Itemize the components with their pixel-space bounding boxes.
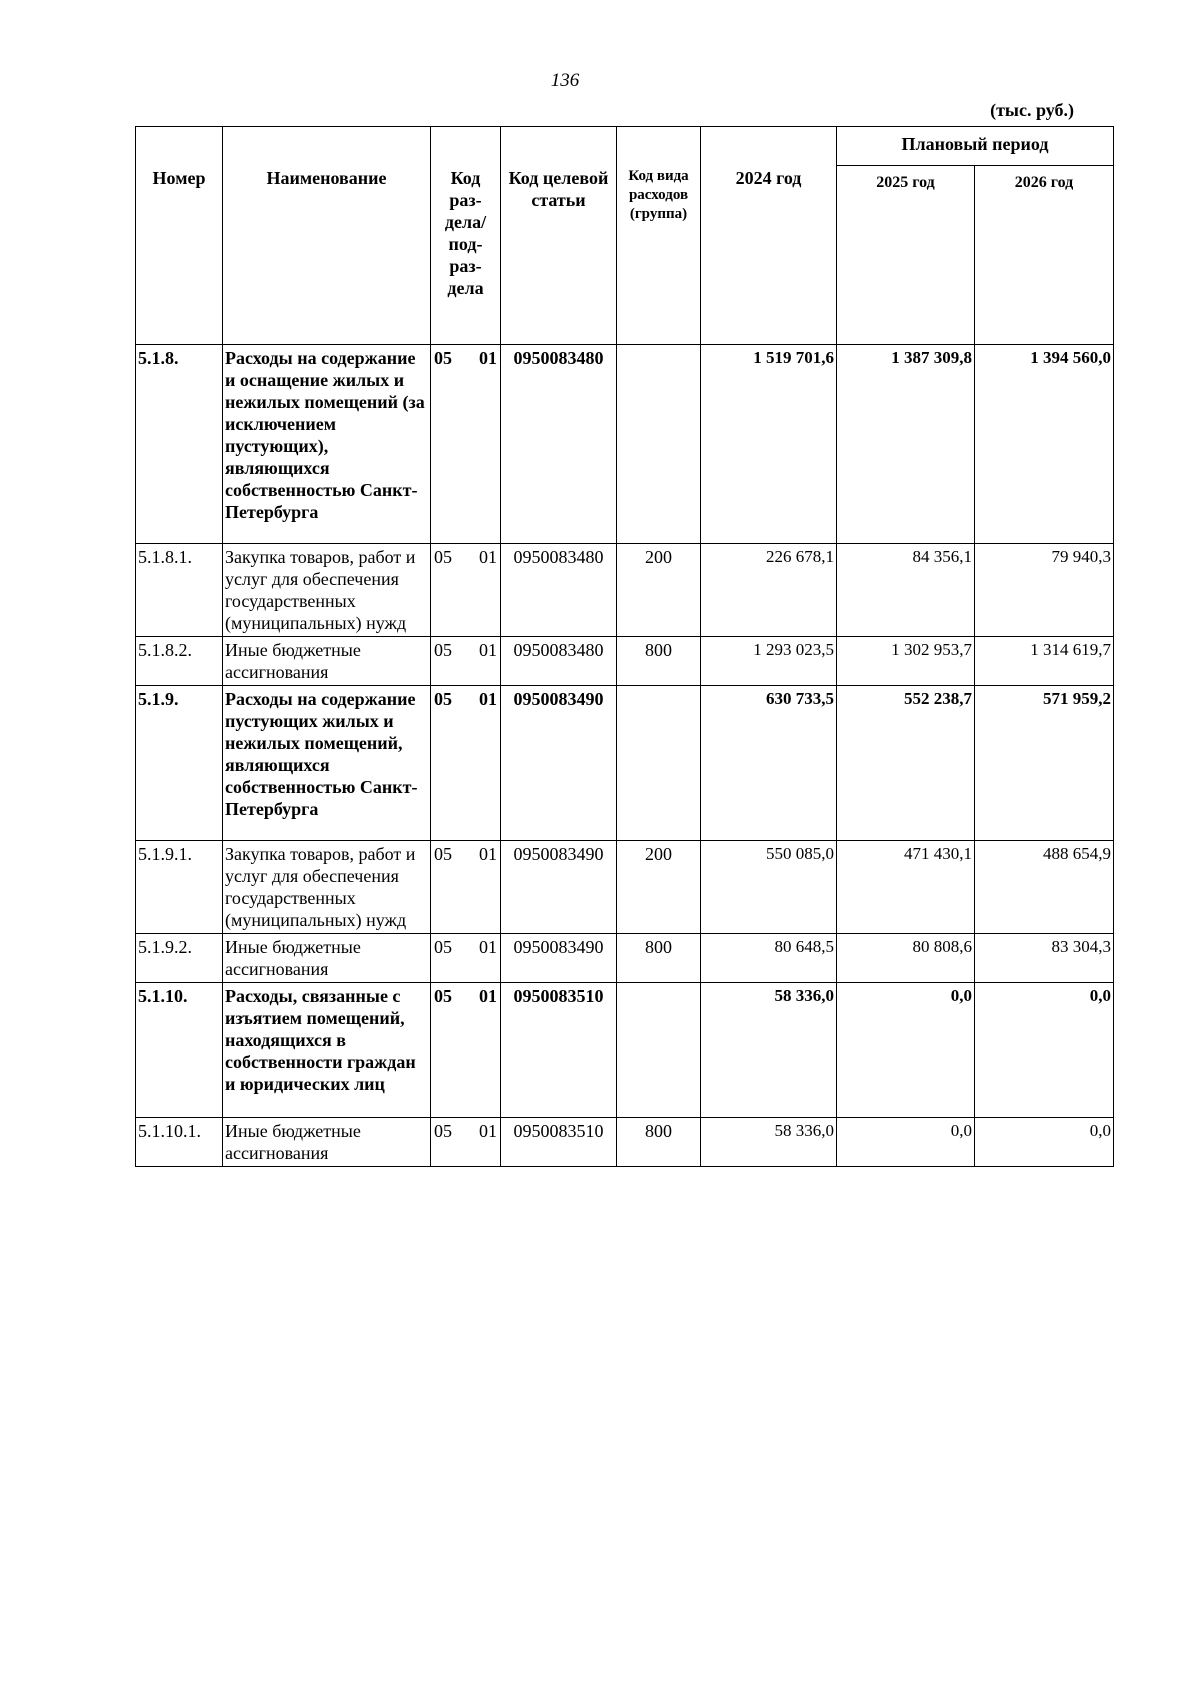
budget-table — [135, 126, 1114, 1167]
row-target-code: 0950083510 — [501, 1118, 617, 1167]
row-amount-2026: 79 940,3 — [975, 544, 1114, 637]
row-amount-2025: 0,0 — [837, 983, 975, 1118]
table-row — [136, 345, 1114, 544]
row-amount-2026: 571 959,2 — [975, 686, 1114, 841]
row-amount-2026: 488 654,9 — [975, 841, 1114, 934]
row-target-code: 0950083490 — [501, 686, 617, 841]
subsection-code: 01 — [479, 640, 497, 660]
row-section-code — [431, 345, 501, 544]
row-number: 5.1.8.1. — [136, 544, 223, 637]
row-amount-2026: 0,0 — [975, 1118, 1114, 1167]
subsection-code: 01 — [479, 844, 497, 864]
row-section-code — [431, 1118, 501, 1167]
row-amount-2024: 80 648,5 — [701, 934, 837, 983]
row-amount-2025: 1 302 953,7 — [837, 637, 975, 686]
row-name: Иные бюджетные ассигнования — [223, 637, 431, 686]
row-amount-2025: 1 387 309,8 — [837, 345, 975, 544]
row-amount-2025: 552 238,7 — [837, 686, 975, 841]
header-year-2026: 2026 год — [975, 166, 1114, 345]
section-code: 05 — [434, 640, 452, 660]
row-expense-type: 800 — [617, 637, 701, 686]
header-planning-period: Плановый период — [837, 127, 1114, 166]
header-name: Наименование — [223, 127, 431, 345]
subsection-code: 01 — [479, 986, 497, 1006]
section-code: 05 — [434, 689, 452, 709]
section-code: 05 — [434, 547, 452, 567]
table-row — [136, 686, 1114, 841]
row-amount-2024: 1 519 701,6 — [701, 345, 837, 544]
table-row — [136, 637, 1114, 686]
subsection-code: 01 — [479, 937, 497, 957]
row-expense-type: 800 — [617, 1118, 701, 1167]
row-amount-2024: 1 293 023,5 — [701, 637, 837, 686]
subsection-code: 01 — [479, 1121, 497, 1141]
row-section-code — [431, 983, 501, 1118]
row-name: Расходы на содержание пустующих жилых и нежилых помещений, являющихся собственностью Санкт-Петербурга — [223, 686, 431, 841]
header-year-2024: 2024 год — [701, 127, 837, 345]
row-target-code: 0950083490 — [501, 934, 617, 983]
table-body — [136, 345, 1114, 1167]
row-expense-type: 200 — [617, 841, 701, 934]
row-number: 5.1.9. — [136, 686, 223, 841]
row-name: Иные бюджетные ассигнования — [223, 934, 431, 983]
row-section-code — [431, 637, 501, 686]
section-code: 05 — [434, 348, 452, 368]
row-amount-2026: 1 394 560,0 — [975, 345, 1114, 544]
row-number: 5.1.9.2. — [136, 934, 223, 983]
row-name: Расходы на содержание и оснащение жилых и нежилых помещений (за исключением пустующих), являющихся собственностью Санкт-Петербурга — [223, 345, 431, 544]
row-section-code — [431, 544, 501, 637]
row-amount-2025: 84 356,1 — [837, 544, 975, 637]
subsection-code: 01 — [479, 348, 497, 368]
row-number: 5.1.10.1. — [136, 1118, 223, 1167]
section-code: 05 — [434, 844, 452, 864]
row-number: 5.1.9.1. — [136, 841, 223, 934]
row-amount-2024: 58 336,0 — [701, 983, 837, 1118]
subsection-code: 01 — [479, 547, 497, 567]
table-row — [136, 983, 1114, 1118]
header-expense-type: Код вида расходов (группа) — [617, 127, 701, 345]
header-target-code: Код целевой статьи — [501, 127, 617, 345]
row-amount-2025: 0,0 — [837, 1118, 975, 1167]
header-number: Номер — [136, 127, 223, 345]
table-row — [136, 934, 1114, 983]
row-target-code: 0950083480 — [501, 345, 617, 544]
row-number: 5.1.8. — [136, 345, 223, 544]
header-section-code: Код раз-дела/ под-раз-дела — [431, 127, 501, 345]
row-section-code — [431, 686, 501, 841]
row-name: Расходы, связанные с изъятием помещений, находящихся в собственности граждан и юридических лиц — [223, 983, 431, 1118]
table-header — [136, 127, 1114, 345]
row-number: 5.1.10. — [136, 983, 223, 1118]
row-amount-2024: 550 085,0 — [701, 841, 837, 934]
row-expense-type — [617, 686, 701, 841]
row-amount-2026: 83 304,3 — [975, 934, 1114, 983]
row-name: Закупка товаров, работ и услуг для обеспечения государственных (муниципальных) нужд — [223, 544, 431, 637]
row-amount-2024: 630 733,5 — [701, 686, 837, 841]
row-amount-2026: 1 314 619,7 — [975, 637, 1114, 686]
units-label: (тыс. руб.) — [990, 100, 1074, 120]
row-name: Иные бюджетные ассигнования — [223, 1118, 431, 1167]
table-row — [136, 544, 1114, 637]
row-expense-type — [617, 983, 701, 1118]
page-number: 136 — [550, 70, 580, 91]
header-year-2025: 2025 год — [837, 166, 975, 345]
subsection-code: 01 — [479, 689, 497, 709]
row-name: Закупка товаров, работ и услуг для обеспечения государственных (муниципальных) нужд — [223, 841, 431, 934]
row-amount-2025: 80 808,6 — [837, 934, 975, 983]
row-section-code — [431, 841, 501, 934]
row-expense-type: 200 — [617, 544, 701, 637]
row-target-code: 0950083480 — [501, 637, 617, 686]
table-row — [136, 841, 1114, 934]
row-amount-2025: 471 430,1 — [837, 841, 975, 934]
section-code: 05 — [434, 986, 452, 1006]
row-target-code: 0950083480 — [501, 544, 617, 637]
row-expense-type: 800 — [617, 934, 701, 983]
row-amount-2026: 0,0 — [975, 983, 1114, 1118]
row-expense-type — [617, 345, 701, 544]
table-row — [136, 1118, 1114, 1167]
section-code: 05 — [434, 1121, 452, 1141]
row-section-code — [431, 934, 501, 983]
row-amount-2024: 58 336,0 — [701, 1118, 837, 1167]
row-amount-2024: 226 678,1 — [701, 544, 837, 637]
row-target-code: 0950083490 — [501, 841, 617, 934]
row-number: 5.1.8.2. — [136, 637, 223, 686]
section-code: 05 — [434, 937, 452, 957]
row-target-code: 0950083510 — [501, 983, 617, 1118]
